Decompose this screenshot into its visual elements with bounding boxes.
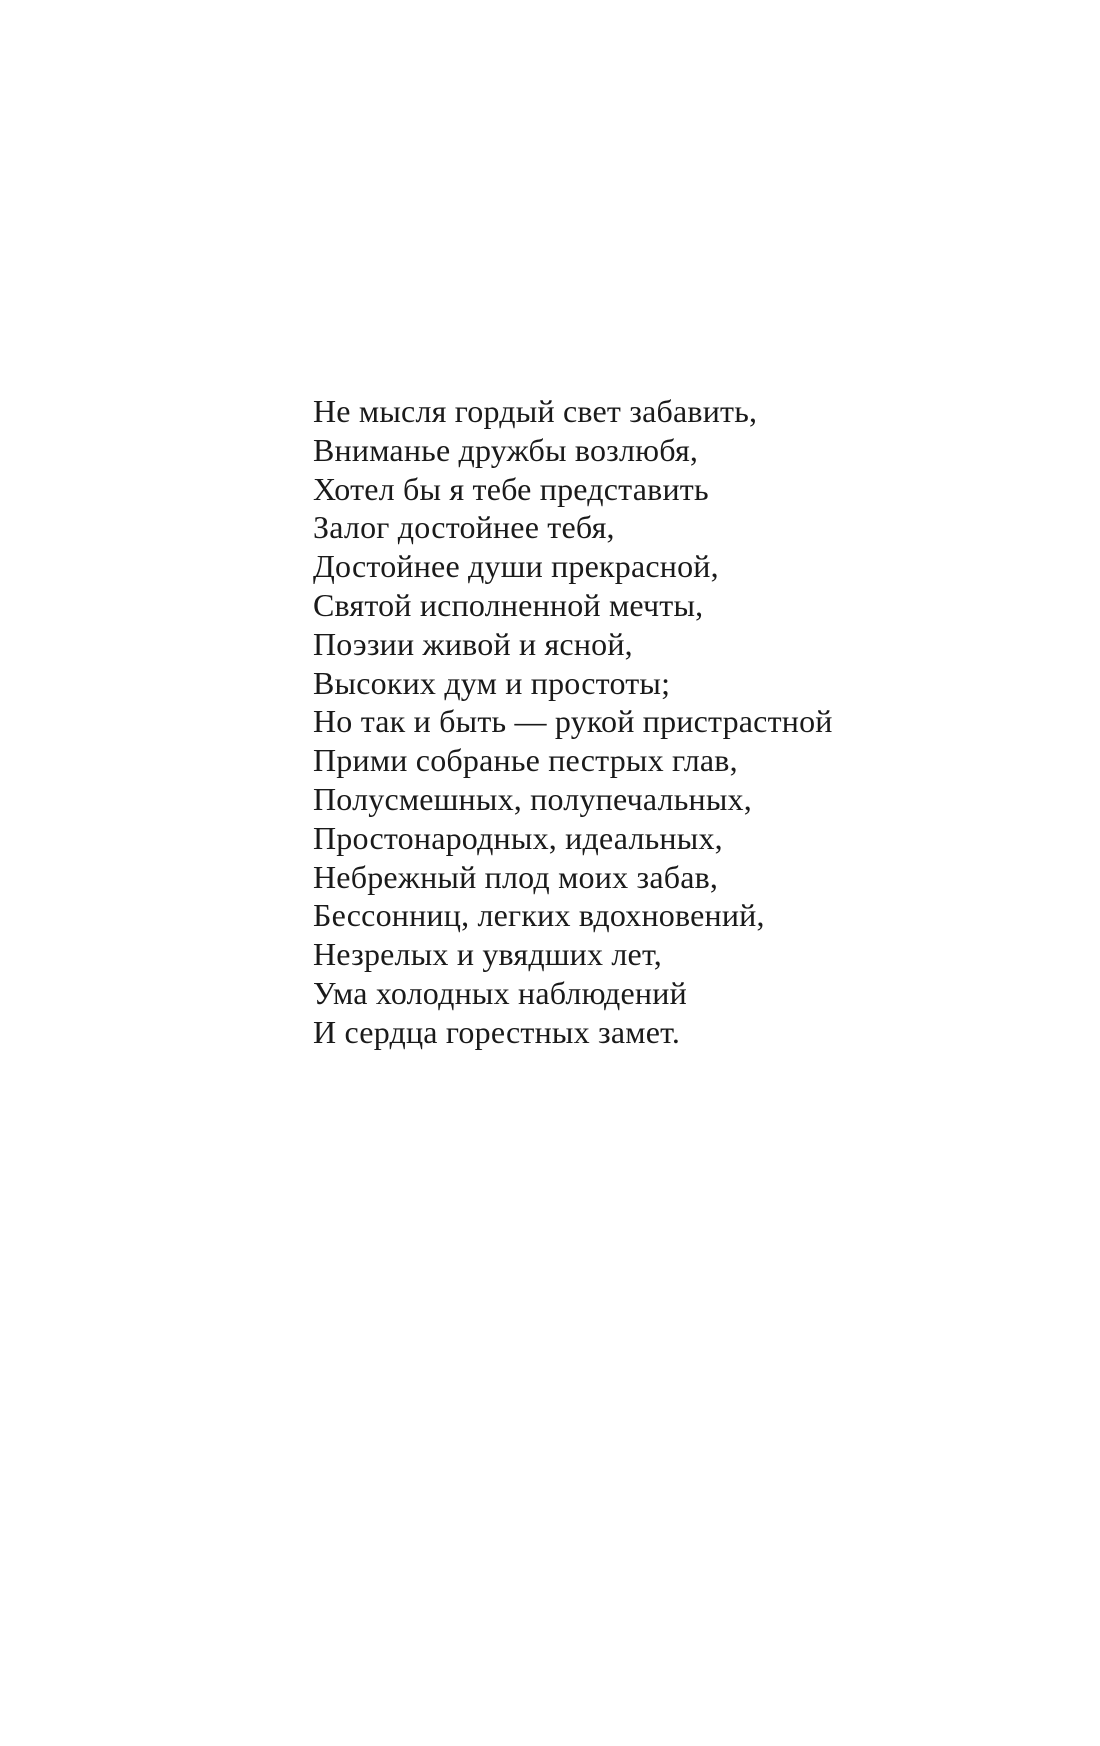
poem-line: Бессонниц, легких вдохновений, — [313, 897, 765, 934]
poem-line: Достойнее души прекрасной, — [313, 548, 719, 585]
poem-line: Прими собранье пестрых глав, — [313, 742, 738, 779]
poem-line: И сердца горестных замет. — [313, 1013, 681, 1050]
poem-line: Поэзии живой и ясной, — [313, 625, 633, 662]
poem-line: Хотел бы я тебе представить — [313, 470, 709, 507]
poem-line: Ума холодных наблюдений — [313, 974, 687, 1011]
poem-line: Святой исполненной мечты, — [313, 586, 704, 623]
poem-line: Небрежный плод моих забав, — [313, 858, 719, 895]
poem-line: Вниманье дружбы возлюбя, — [313, 431, 699, 468]
poem-line: Простонародных, идеальных, — [313, 819, 723, 856]
poem-text-block — [313, 392, 933, 1052]
poem-line: Полусмешных, полупечальных, — [313, 780, 752, 817]
poem-line: Высоких дум и простоты; — [313, 664, 671, 701]
poem-line: Залог достойнее тебя, — [313, 509, 615, 546]
poem-line: Но так и быть — рукой пристрастной — [313, 703, 833, 740]
poem-line: Незрелых и увядших лет, — [313, 936, 662, 973]
poem-line: Не мысля гордый свет забавить, — [313, 393, 758, 429]
